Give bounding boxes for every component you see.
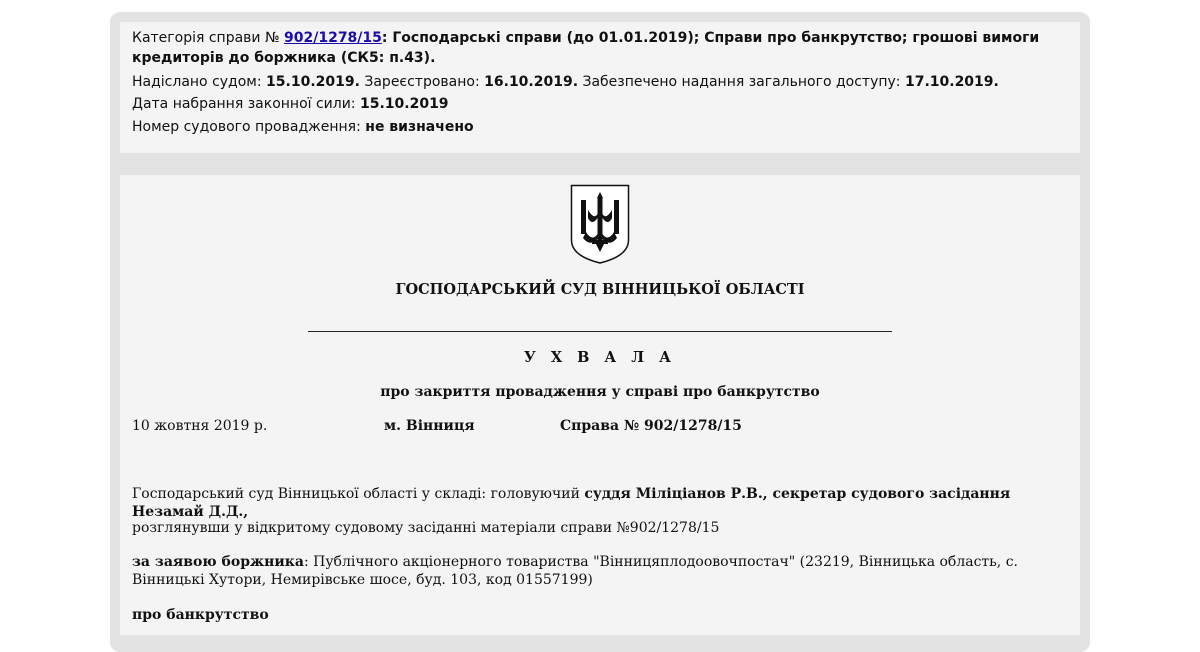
case-number-link[interactable]: 902/1278/15	[284, 30, 382, 46]
access-value: 17.10.2019.	[904, 74, 999, 90]
court-name: ГОСПОДАРСЬКИЙ СУД ВІННИЦЬКОЇ ОБЛАСТІ	[395, 281, 805, 298]
decision-date: 10 жовтня 2019 р.	[132, 418, 268, 434]
registered-value: 16.10.2019.	[484, 74, 579, 90]
decision-city: м. Вінниця	[384, 418, 475, 434]
debtor-label: за заявою боржника	[132, 554, 304, 570]
composition-judges: суддя Міліціанов Р.В., секретар судового засідання Незамай Д.Д.,	[132, 486, 1011, 520]
access-label: Забезпечено надання загального доступу:	[582, 74, 901, 90]
proceeding-label: Номер судового провадження:	[132, 119, 361, 135]
bankruptcy-paragraph: про банкрутство	[132, 607, 269, 623]
dates-row	[132, 72, 1072, 92]
coat-of-arms-icon	[570, 184, 630, 264]
category-value: : Господарські справи (до 01.01.2019); Справи про банкрутство; грошові вимоги кредиторів до боржника (СК5: п.43).	[132, 30, 1040, 66]
document-subject: про закриття провадження у справі про банкрутство	[380, 384, 820, 400]
force-value: 15.10.2019	[359, 96, 449, 112]
case-number: Справа № 902/1278/15	[560, 418, 742, 434]
composition-text: Господарський суд Вінницької області у складі: головуючий	[132, 486, 585, 502]
legal-force-row	[132, 94, 1072, 114]
separator-line	[308, 331, 892, 332]
sent-label: Надіслано судом:	[132, 74, 262, 90]
materials-paragraph: розглянувши у відкритому судовому засіданні матеріали справи №902/1278/15	[132, 520, 720, 536]
category-label: Категорія справи №	[132, 30, 280, 46]
court-decision-document	[120, 175, 1080, 635]
case-category-row	[132, 28, 1072, 68]
proceeding-row	[132, 117, 1072, 137]
court-composition-paragraph	[132, 485, 1072, 521]
case-metadata-panel	[120, 22, 1080, 153]
sent-value: 15.10.2019.	[266, 74, 360, 90]
debtor-text: : Публічного акціонерного товариства "Вінницяплодоовочпостач" (23219, Вінницька область, с. Вінницькі Хутори, Немирівське шосе, буд. 103, код 01557199)	[132, 554, 1018, 588]
document-title: У Х В А Л А	[524, 349, 676, 366]
force-label: Дата набрання законної сили:	[132, 96, 356, 112]
registered-label: Зареєстровано:	[364, 74, 480, 90]
debtor-paragraph	[132, 553, 1072, 589]
proceeding-value: не визначено	[365, 119, 474, 135]
